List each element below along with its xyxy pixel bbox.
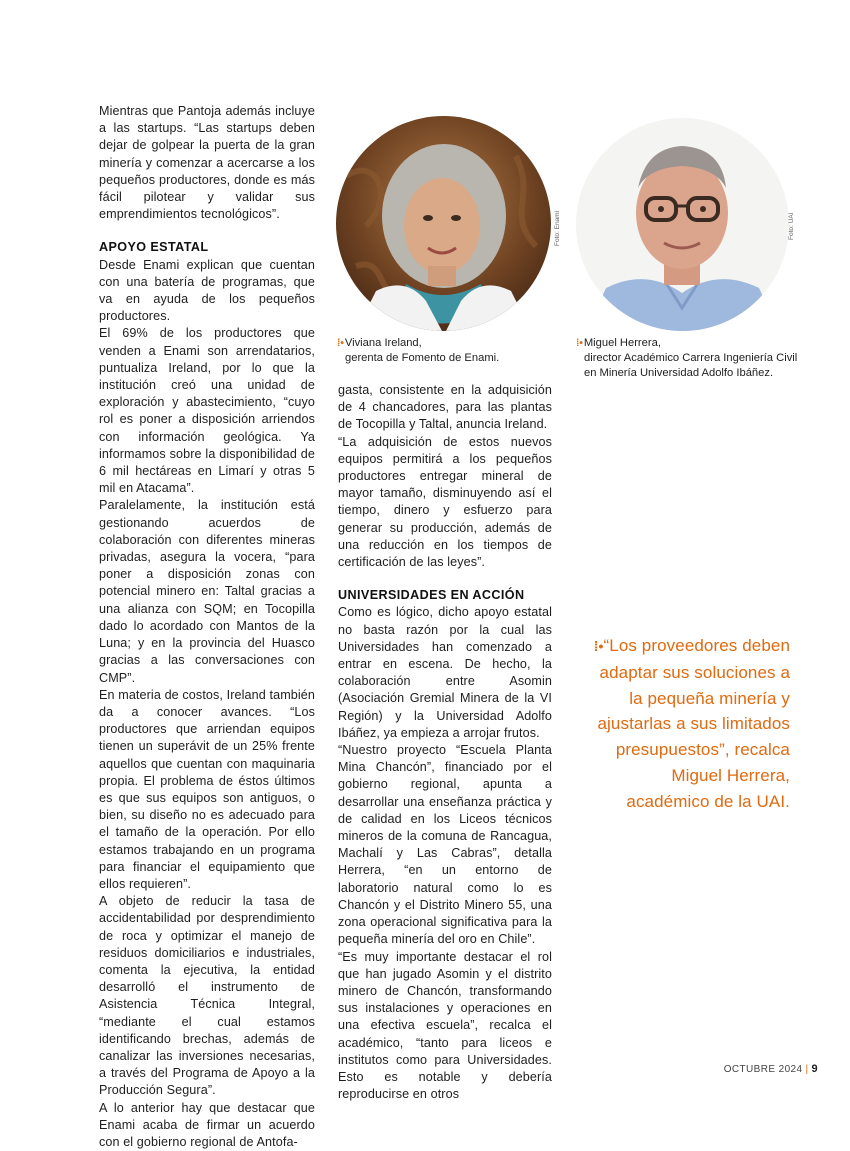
page-number: 9 — [811, 1063, 818, 1075]
photo-credit: Foto: UAI — [788, 212, 795, 240]
bullet-marker-icon: ⁞• — [593, 638, 604, 654]
caption-name: Miguel Herrera, — [583, 337, 661, 349]
caption-role: director Académico Carrera Ingeniería Civil — [584, 352, 798, 364]
portrait-viviana-ireland — [336, 116, 551, 331]
paragraph: Como es lógico, dicho apoyo estatal no basta razón por la cual las Universidades han comenzado a entrar en escena. De hecho, la colaboración entre Asomin (Asociación Gremial Minera de la VI Región) y la Universidad Adolfo Ibáñez, ya empieza a arrojar frutos. — [338, 605, 552, 740]
section-heading: APOYO ESTATAL — [99, 240, 209, 255]
caption-role: gerenta de Fomento de Enami. — [345, 352, 500, 364]
issue-date: OCTUBRE 2024 — [723, 1064, 803, 1075]
caption-name: Viviana Ireland, — [344, 337, 422, 349]
bullet-marker-icon: ⁞• — [337, 338, 344, 349]
page-footer — [724, 1063, 818, 1075]
paragraph: Mientras que Pantoja además incluye a las startups. “Las startups deben dejar de golpear la puerta de la gran minería y comenzar a acercarse a los pequeños productores, donde es más fácil pilotear y validar sus emprendimientos tecnológicos”. — [99, 104, 315, 222]
pull-quote-text: “Los proveedores deben adaptar sus soluciones a la pequeña minería y ajustarlas a sus limitados presupuestos”, recalca Miguel Herrera, académico de la UAI. — [597, 636, 790, 811]
photo-caption — [576, 336, 816, 381]
section-heading: UNIVERSIDADES EN ACCIÓN — [338, 588, 525, 603]
article-column-middle — [338, 382, 552, 1103]
paragraph: A objeto de reducir la tasa de accidentabilidad por desprendimiento de roca y optimizar el manejo de residuos domiciliarios e industriales, comenta la ejecutiva, la entidad desarrolló el instrumento de Asistencia Técnica Integral, “mediante el cual estamos identificando brechas, además de canalizar las inversiones necesarias, a través del Programa de Apoyo a la Producción Segura”. — [99, 894, 315, 1098]
paragraph: “Es muy importante destacar el rol que han jugado Asomin y el distrito minero de Chancón, transformando sus instalaciones y operaciones en una efectiva escuela”, recalca el académico, “tanto para liceos e institutos como para Universidades. Esto es notable y debería reproducirse en otros — [338, 949, 552, 1102]
caption-role: en Minería Universidad Adolfo Ibáñez. — [584, 367, 774, 379]
pull-quote — [586, 633, 790, 815]
paragraph: Desde Enami explican que cuentan con una batería de programas, que va en ayuda de los pequeños productores. — [99, 257, 315, 324]
paragraph: Paralelamente, la institución está gestionando acuerdos de colaboración con diferentes mineras privadas, asegura la vocera, “para poner a disposición zonas con potencial minero en: Taltal gracias a una alianza con SQM; en Tocopilla dado lo acordado con Mantos de la Luna; y en la provincia del Huasco gracias a las conversaciones con CMP”. — [99, 498, 315, 685]
paragraph: En materia de costos, Ireland también da a conocer avances. “Los productores que arriendan equipos tienen un superávit de un 25% frente aquellos que cuentan con maquinaria propia. El problema de éstos últimos es que sus equipos son antiguos, o bien, su diseño no es adecuado para el tamaño de la operación. Por ello estamos trabajando en un programa para financiar el equipamiento que ellos requieren”. — [99, 687, 315, 891]
paragraph: “Nuestro proyecto “Escuela Planta Mina Chancón”, financiado por el gobierno regional, apunta a desarrollar una enseñanza práctica y de calidad en los Liceos técnicos mineros de la comuna de Rancagua, Machalí y Las Cabras”, detalla Herrera, “en un entorno de laboratorio natural como lo es Chancón y el Distrito Minero 55, una zona operacional significativa para la pequeña minería del oro en Chile”. — [338, 743, 552, 947]
bullet-marker-icon: ⁞• — [576, 338, 583, 349]
paragraph: gasta, consistente en la adquisición de 4 chancadores, para las plantas de Tocopilla y Taltal, anuncia Ireland. — [338, 383, 552, 432]
article-column-left — [99, 103, 315, 1151]
photo-credit: Foto: Enami — [554, 210, 561, 246]
portrait-miguel-herrera — [576, 118, 789, 331]
paragraph: “La adquisición de estos nuevos equipos permitirá a los pequeños productores entregar mineral de mayor tamaño, disminuyendo así el tiempo, dinero y esfuerzo para generar su producción, además de una reducción en los tiempos de certificación de las leyes”. — [338, 434, 552, 570]
paragraph: A lo anterior hay que destacar que Enami acaba de firmar un acuerdo con el gobierno regional de Antofa- — [99, 1100, 315, 1149]
photo-caption — [337, 336, 567, 366]
paragraph: El 69% de los productores que venden a Enami son arrendatarios, puntualiza Ireland, por lo que la institución creó una unidad de exploración y abastecimiento, “cuyo rol es poner a disposición arriendos con información geológica. Ya informamos sobre la disponibilidad de 6 mil hectáreas en Limarí y otras 5 mil en Atacama”. — [99, 326, 315, 496]
footer-separator: | — [805, 1064, 809, 1075]
